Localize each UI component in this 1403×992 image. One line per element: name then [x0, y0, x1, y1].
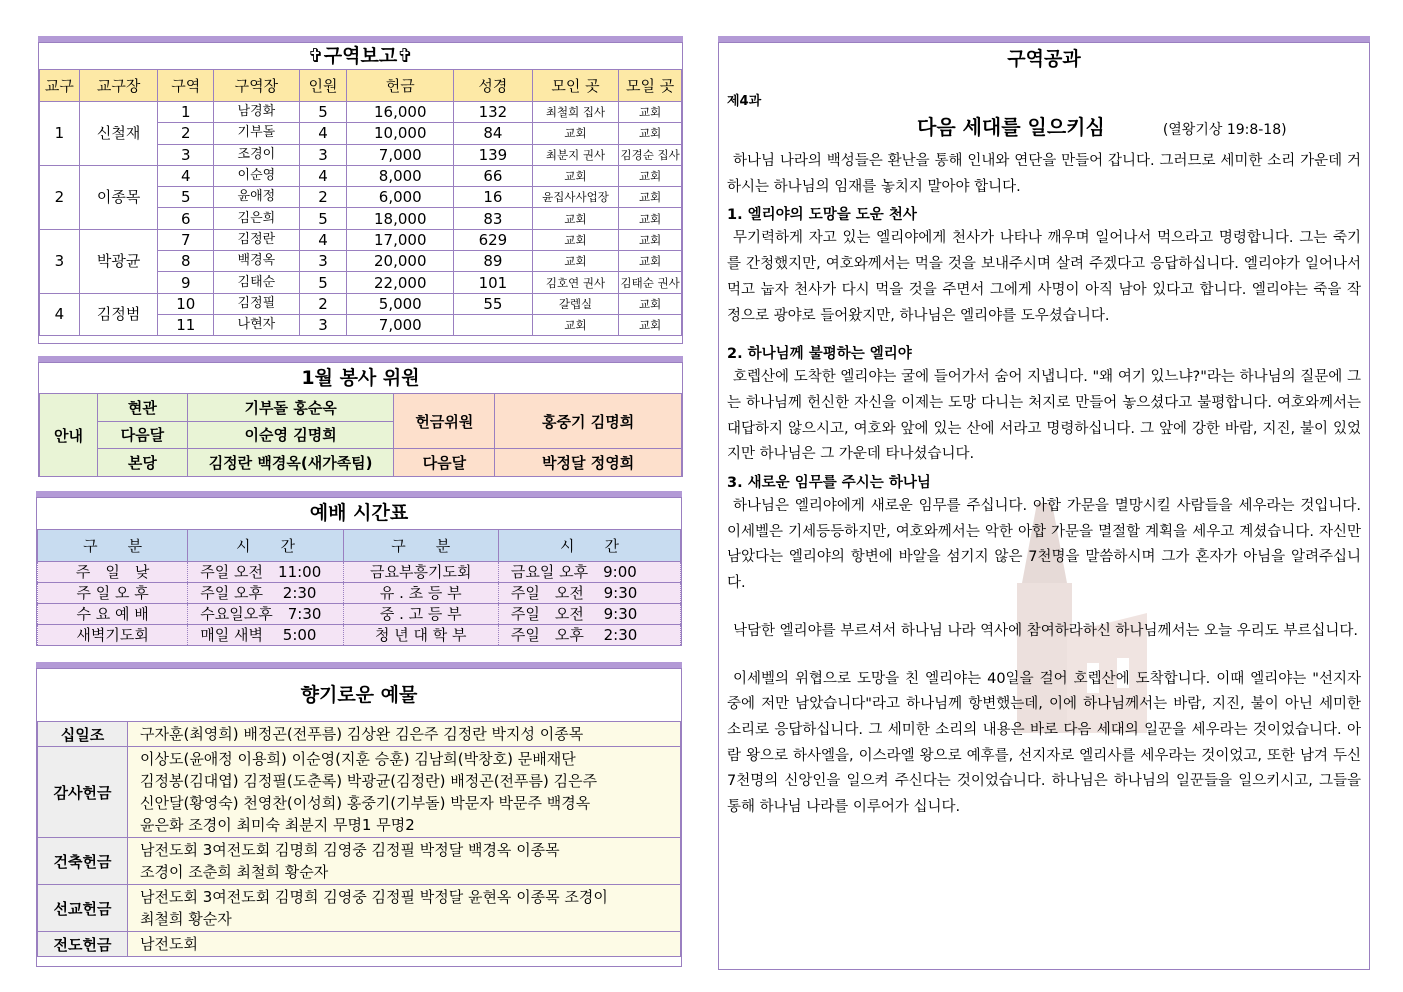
schedule-cell: 중 . 고 등 부	[343, 604, 498, 625]
report-cell: 김은희	[214, 208, 300, 229]
report-cell: 김정란	[214, 229, 300, 250]
gyogu-cell: 1	[40, 102, 80, 166]
volunteer-next-label: 다음달	[394, 449, 495, 477]
report-header-cell: 모인 곳	[532, 70, 619, 102]
table-row	[40, 229, 682, 250]
report-header-cell: 교구장	[79, 70, 158, 102]
report-cell: 2	[299, 187, 347, 208]
lesson-paragraph-4: 낙담한 엘리야를 부르셔서 하나님 나라 역사에 참여하라하신 하나님께서는 오늘 우리도 부르십니다.	[733, 622, 1358, 639]
volunteer-next-value: 박정달 정영희	[495, 449, 682, 477]
report-cell: 4	[299, 165, 347, 186]
schedule-cell: 주일 오전 9:30	[498, 604, 680, 625]
table-row	[38, 604, 681, 625]
report-cell: 김태순 권사	[619, 272, 682, 293]
report-cell: 101	[454, 272, 533, 293]
table-row	[40, 293, 682, 314]
volunteer-guide-label: 안내	[40, 394, 98, 477]
gift-names	[128, 838, 681, 885]
lesson-paragraph-2: 호렙산에 도착한 엘리야는 굴에 들어가서 숨어 지냅니다. "왜 여기 있느냐?"라는 하나님의 질문에 그는 하나님께 헌신한 자신을 이제는 도망 다니는 처지로 만들어 놓으셨다고 불평합니다. 여호와께서는 대답하지 않으시고, 여호와 앞에 있는 산에 서라고 명령하십니다. 그 앞에 강한 바람, 지진, 불이 있었지만 하나님은 그 가운데 타나셨습니다.	[727, 369, 1361, 463]
report-cell: 교회	[532, 208, 619, 229]
table-row	[38, 885, 681, 932]
gifts-table	[37, 721, 681, 957]
report-cell: 89	[454, 251, 533, 272]
report-cell: 4	[158, 165, 214, 186]
report-cell: 교회	[619, 102, 682, 123]
report-cell: 10	[158, 293, 214, 314]
report-cell: 교회	[532, 123, 619, 144]
schedule-header-cell: 구 분	[343, 530, 498, 562]
gyogu-cell: 4	[40, 293, 80, 336]
report-cell: 7,000	[347, 314, 454, 335]
volunteer-title: 1월 봉사 위원	[301, 367, 420, 389]
report-cell: 10,000	[347, 123, 454, 144]
report-cell: 백경옥	[214, 251, 300, 272]
schedule-title: 예배 시간표	[309, 502, 409, 524]
report-body	[40, 102, 682, 336]
report-cell: 교회	[619, 187, 682, 208]
worship-schedule	[36, 497, 682, 646]
report-cell: 교회	[619, 208, 682, 229]
schedule-cell: 수 요 예 배	[38, 604, 188, 625]
report-cell: 3	[299, 314, 347, 335]
report-cell: 교회	[619, 165, 682, 186]
report-cell: 3	[299, 144, 347, 165]
schedule-cell: 주일 오전 9:30	[498, 583, 680, 604]
report-cell: 83	[454, 208, 533, 229]
schedule-cell: 수요일오후 7:30	[188, 604, 343, 625]
report-cell: 1	[158, 102, 214, 123]
report-cell: 갈렙실	[532, 293, 619, 314]
report-cell: 55	[454, 293, 533, 314]
volunteer-r1-label: 현관	[97, 394, 187, 422]
schedule-body	[38, 562, 681, 646]
schedule-cell: 금요일 오후 9:00	[498, 562, 680, 583]
volunteer-offering-value: 홍중기 김명희	[495, 394, 682, 449]
gift-line: 김정봉(김대엽) 김정필(도춘록) 박광균(김정란) 배정곤(전푸름) 김은주	[140, 772, 598, 790]
report-cell: 66	[454, 165, 533, 186]
schedule-cell: 새벽기도회	[38, 625, 188, 646]
report-table	[39, 69, 682, 336]
report-cell: 교회	[619, 293, 682, 314]
lesson-section	[718, 42, 1370, 970]
gift-label: 십일조	[38, 722, 128, 747]
gift-line: 이상도(윤애정 이용희) 이순영(지훈 승훈) 김남희(박창호) 문배재단	[140, 750, 576, 768]
report-cell: 김호연 권사	[532, 272, 619, 293]
volunteer-r2-value: 이순영 김명희	[187, 421, 394, 449]
gift-names	[128, 747, 681, 838]
volunteer-table	[39, 393, 682, 477]
report-cell: 6,000	[347, 187, 454, 208]
report-cell: 교회	[619, 229, 682, 250]
report-cell: 교회	[532, 229, 619, 250]
schedule-cell: 주일 오후 2:30	[498, 625, 680, 646]
report-cell: 교회	[619, 123, 682, 144]
gift-label: 건축헌금	[38, 838, 128, 885]
gift-label: 전도헌금	[38, 932, 128, 957]
volunteer-r2-label: 다음달	[97, 421, 187, 449]
lesson-number: 제4과	[727, 94, 762, 109]
report-cell: 7	[158, 229, 214, 250]
gift-names	[128, 722, 681, 747]
table-row	[38, 747, 681, 838]
schedule-cell: 주일 오후 2:30	[188, 583, 343, 604]
report-cell: 8,000	[347, 165, 454, 186]
report-cell	[454, 314, 533, 335]
gyogu-leader-cell: 이종목	[79, 165, 158, 229]
schedule-cell: 주 일 낮	[38, 562, 188, 583]
gift-names	[128, 932, 681, 957]
report-cell: 132	[454, 102, 533, 123]
lesson-heading-3: 3. 새로운 임무를 주시는 하나님	[727, 475, 931, 492]
report-cell: 11	[158, 314, 214, 335]
report-header-cell: 헌금	[347, 70, 454, 102]
schedule-header-cell: 구 분	[38, 530, 188, 562]
report-cell: 교회	[532, 165, 619, 186]
report-cell: 조경이	[214, 144, 300, 165]
gift-label: 선교헌금	[38, 885, 128, 932]
lesson-intro: 하나님 나라의 백성들은 환난을 통해 인내와 연단을 만들어 갑니다. 그러므로 세미한 소리 가운데 거하시는 하나님의 임재를 놓치지 말아야 합니다.	[727, 153, 1361, 195]
table-row	[38, 932, 681, 957]
gyogu-cell: 3	[40, 229, 80, 293]
report-header-cell: 모일 곳	[619, 70, 682, 102]
offerings-section	[36, 668, 682, 967]
report-cell: 5	[158, 187, 214, 208]
report-cell: 5,000	[347, 293, 454, 314]
report-cell: 김태순	[214, 272, 300, 293]
gift-line: 신안달(황영숙) 천영찬(이성희) 홍중기(기부돌) 박문자 박문주 백경옥	[140, 794, 591, 812]
report-header-cell: 교구	[40, 70, 80, 102]
lesson-paragraph-5: 이세벨의 위협으로 도망을 친 엘리야는 40일을 걸어 호렙산에 도착합니다. 이때 엘리야는 "선지자 중에 저만 남았습니다"라고 하나님께 항변했는데, 이에 하나님께서는 바람, 지진, 불이 아닌 세미한 소리로 응답하십니다. 그 세미한 소리의 내용은 바로 다음 세대의 일꾼을 세우라는 것이었습니다. 아람 왕으로 하사엘을, 이스라엘 왕으로 예후를, 선지자로 엘리사를 세우라는 것이었고, 또한 남겨 두신 7천명의 신앙인을 일으켜 주신다는 것이었습니다. 하나님은 하나님의 일꾼들을 일으키시고, 그들을 통해 하나님 나라를 이루어가 십니다.	[727, 670, 1361, 816]
report-cell: 윤집사사업장	[532, 187, 619, 208]
gift-line: 남전도회	[140, 935, 198, 953]
report-cell: 5	[299, 272, 347, 293]
schedule-cell: 주 일 오 후	[38, 583, 188, 604]
report-header-row	[40, 70, 682, 102]
report-cell: 교회	[619, 251, 682, 272]
report-cell: 교회	[532, 251, 619, 272]
schedule-header-row	[38, 530, 681, 562]
table-row	[38, 562, 681, 583]
lesson-title: 구역공과	[1007, 48, 1081, 70]
schedule-header-cell: 시 간	[498, 530, 680, 562]
report-cell: 나현자	[214, 314, 300, 335]
schedule-cell: 주일 오전 11:00	[188, 562, 343, 583]
report-cell: 5	[299, 208, 347, 229]
district-report	[38, 42, 683, 344]
report-title: ✞구역보고✞	[307, 45, 414, 67]
report-cell: 9	[158, 272, 214, 293]
schedule-cell: 매일 새벽 5:00	[188, 625, 343, 646]
lesson-paragraph-1: 무기력하게 자고 있는 엘리야에게 천사가 나타나 깨우며 일어나서 먹으라고 명령합니다. 그는 죽기를 간청했지만, 여호와께서는 먹을 것을 보내주시며 살려 주겠다고 응답하십니다. 엘리야가 일어나서 먹고 눕자 천사가 다시 먹을 것을 주면서 그에게 사명이 아직 남아 있다고 합니다. 엘리야는 죽을 작정으로 광야로 들어왔지만, 하나님은 엘리야를 도우셨습니다.	[727, 230, 1361, 324]
volunteer-section	[38, 362, 683, 477]
report-cell: 6	[158, 208, 214, 229]
report-cell: 김경순 집사	[619, 144, 682, 165]
gift-line: 조경이 조춘희 최철희 황순자	[140, 863, 329, 881]
report-cell: 윤애정	[214, 187, 300, 208]
table-row	[38, 838, 681, 885]
gifts-body	[38, 722, 681, 957]
gyogu-leader-cell: 김정범	[79, 293, 158, 336]
gift-line: 윤은화 조경이 최미숙 최분지 무명1 무명2	[140, 816, 415, 834]
report-cell: 2	[158, 123, 214, 144]
schedule-header-cell: 시 간	[188, 530, 343, 562]
report-cell: 4	[299, 229, 347, 250]
lesson-heading-2: 2. 하나님께 불평하는 엘리야	[727, 346, 912, 363]
gift-line: 구자훈(최영희) 배정곤(전푸름) 김상완 김은주 김정란 박지성 이종목	[140, 725, 584, 743]
report-cell: 629	[454, 229, 533, 250]
report-header-cell: 인원	[299, 70, 347, 102]
table-row	[38, 722, 681, 747]
report-cell: 22,000	[347, 272, 454, 293]
table-row	[40, 102, 682, 123]
report-cell: 최철희 집사	[532, 102, 619, 123]
table-row	[40, 165, 682, 186]
gyogu-leader-cell: 박광균	[79, 229, 158, 293]
report-cell: 기부돌	[214, 123, 300, 144]
report-cell: 16,000	[347, 102, 454, 123]
report-cell: 20,000	[347, 251, 454, 272]
schedule-cell: 금요부흥기도회	[343, 562, 498, 583]
report-cell: 교회	[532, 314, 619, 335]
schedule-cell: 청 년 대 학 부	[343, 625, 498, 646]
schedule-cell: 유 . 초 등 부	[343, 583, 498, 604]
volunteer-r3-label: 본당	[97, 449, 187, 477]
gift-names	[128, 885, 681, 932]
volunteer-r1-value: 기부돌 홍순옥	[187, 394, 394, 422]
report-cell: 139	[454, 144, 533, 165]
table-row	[38, 583, 681, 604]
report-cell: 84	[454, 123, 533, 144]
report-cell: 16	[454, 187, 533, 208]
report-cell: 3	[299, 251, 347, 272]
lesson-subject: 다음 세대를 일으키심	[917, 115, 1105, 139]
volunteer-r3-value: 김정란 백경옥(새가족팀)	[187, 449, 394, 477]
report-cell: 남경화	[214, 102, 300, 123]
report-cell: 김정필	[214, 293, 300, 314]
report-cell: 18,000	[347, 208, 454, 229]
report-cell: 5	[299, 102, 347, 123]
gift-line: 남전도회 3여전도회 김명희 김영중 김정필 박정달 윤현옥 이종목 조경이	[140, 888, 608, 906]
table-row	[38, 625, 681, 646]
gyogu-leader-cell: 신철재	[79, 102, 158, 166]
report-cell: 7,000	[347, 144, 454, 165]
lesson-paragraph-3: 하나님은 엘리야에게 새로운 임무를 주십니다. 아합 가문을 멸망시킬 사람들을 세우라는 것입니다. 이세벨은 기세등등하지만, 여호와께서는 악한 아합 가문을 멸절할 계획을 세우고 계셨습니다. 자신만 남았다는 엘리야의 항변에 바알을 섬기지 않은 7천명을 말씀하시며 그가 혼자가 아님을 알려주십니다.	[727, 498, 1361, 592]
report-header-cell: 구역	[158, 70, 214, 102]
report-header-cell: 구역장	[214, 70, 300, 102]
volunteer-offering-label: 헌금위원	[394, 394, 495, 449]
report-cell: 최분지 권사	[532, 144, 619, 165]
report-cell: 3	[158, 144, 214, 165]
gifts-title: 향기로운 예물	[300, 684, 418, 706]
report-header-cell: 성경	[454, 70, 533, 102]
report-cell: 이순영	[214, 165, 300, 186]
gyogu-cell: 2	[40, 165, 80, 229]
lesson-reference: (열왕기상 19:8-18)	[1162, 122, 1287, 138]
report-cell: 2	[299, 293, 347, 314]
report-cell: 교회	[619, 314, 682, 335]
gift-label: 감사헌금	[38, 747, 128, 838]
schedule-table	[37, 529, 681, 646]
lesson-heading-1: 1. 엘리야의 도망을 도운 천사	[727, 207, 917, 224]
gift-line: 최철희 황순자	[140, 910, 232, 928]
report-cell: 17,000	[347, 229, 454, 250]
report-cell: 8	[158, 251, 214, 272]
gift-line: 남전도회 3여전도회 김명희 김영중 김정필 박정달 백경옥 이종목	[140, 841, 560, 859]
report-cell: 4	[299, 123, 347, 144]
